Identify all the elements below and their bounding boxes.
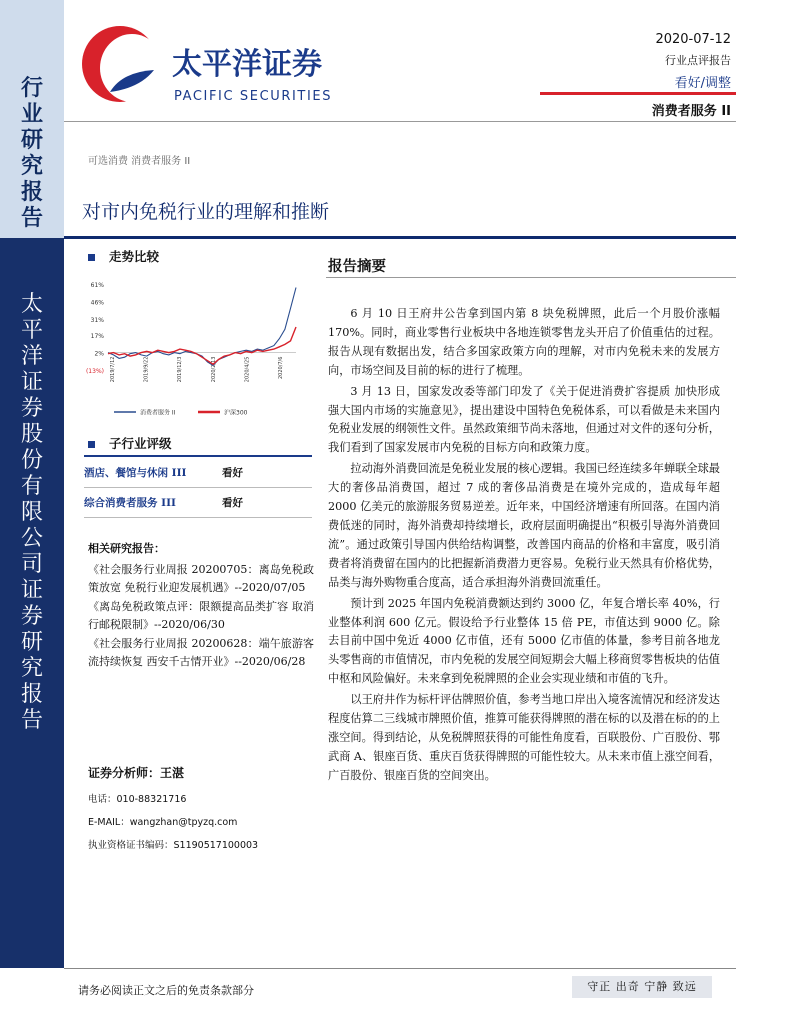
abstract-paragraph: 预计到 2025 年国内免税消费额达到约 3000 亿，年复合增长率 40%，行业整体利润 600 亿元。假设给予行业整体 15 倍 PE，市值达到 9000 亿。除去目前中国中免近 4000 亿市值，还有 5000 亿市值的体量，参考目前各地龙头零售商的市值情况，市内免税的发展空间短期会大幅上移商贸零售板块的估值中枢和风险偏好。未来拿到免税牌照的企业会实现业绩和市值的飞升。 bbox=[328, 596, 720, 686]
y-tick-label: 2% bbox=[94, 350, 104, 358]
rating-row bbox=[84, 458, 312, 488]
rating-subindustry: 综合消费者服务 III bbox=[84, 496, 176, 509]
x-tick-label: 2020/4/25 bbox=[244, 356, 251, 383]
trend-chart bbox=[80, 272, 306, 432]
square-bullet-icon bbox=[88, 254, 95, 261]
x-tick-label: 2020/2/13 bbox=[210, 356, 217, 383]
analyst-heading: 证券分析师：王湛 bbox=[88, 766, 185, 780]
analyst-license: 执业资格证书编码：S1190517100003 bbox=[88, 840, 259, 851]
rating-value: 看好 bbox=[222, 497, 243, 509]
ratings-heading: 子行业评级 bbox=[88, 434, 172, 452]
related-reports bbox=[88, 540, 314, 672]
report-date: 2020-07-12 bbox=[655, 32, 731, 47]
footer-disclaimer: 请务必阅读正文之后的免责条款部分 bbox=[78, 984, 254, 997]
series-line bbox=[108, 327, 296, 364]
rating-row bbox=[84, 488, 312, 518]
analyst-phone: 电话：010-88321716 bbox=[88, 794, 187, 805]
title-divider bbox=[64, 236, 736, 239]
analyst-email[interactable]: E-MAIL：wangzhan@tpyzq.com bbox=[88, 817, 238, 828]
y-tick-label: 61% bbox=[90, 282, 104, 289]
company-logo bbox=[80, 18, 340, 110]
abstract-divider bbox=[326, 277, 736, 278]
rating-value: 看好 bbox=[222, 467, 243, 479]
x-tick-label: 2019/7/12 bbox=[110, 356, 116, 383]
logo-cn-text: 太平洋证券 bbox=[172, 47, 322, 82]
report-title: 对市内免税行业的理解和推断 bbox=[82, 201, 330, 223]
sidebar-top-band bbox=[0, 0, 64, 238]
sidebar-top-text: 行业研究报告 bbox=[20, 76, 43, 231]
header-divider bbox=[64, 121, 736, 122]
sidebar-bottom-band bbox=[0, 238, 64, 968]
sidebar-bottom-text: 太平洋证券股份有限公司证券研究报告 bbox=[20, 292, 43, 733]
abstract-paragraph: 拉动海外消费回流是免税业发展的核心逻辑。我国已经连续多年蝉联全球最大的奢侈品消费国，超过 7 成的奢侈品消费是在境外完成的，造成每年超 2000 亿美元的旅游服务贸易逆差。近年来，中国经济增速有所回落。在国内消费低迷的同时，海外消费却持续增长，政府层面明确提出“积极引导海外消费回流”。通过政策引导国内供给结构调整，改善国内商品的价格和丰富度，吸引消费者将消费留在国内的比把握新消费潜力更容易。免税行业天然具有价格优势，品类与海外购物重合度高，适合承担海外消费回流重任。 bbox=[328, 462, 720, 589]
logo-crescent-cutout bbox=[100, 34, 164, 102]
series-line bbox=[108, 288, 296, 366]
abstract-heading: 报告摘要 bbox=[328, 259, 386, 275]
rating-subindustry: 酒店、餐馆与休闲 III bbox=[84, 466, 187, 479]
header-red-line bbox=[540, 92, 736, 95]
legend-label: 沪深300 bbox=[224, 409, 248, 417]
square-bullet-icon bbox=[88, 441, 95, 448]
ratings-top-rule bbox=[84, 455, 312, 457]
breadcrumb: 可选消费 消费者服务 II bbox=[88, 156, 191, 167]
industry-rating: 看好/调整 bbox=[674, 76, 731, 91]
related-heading: 相关研究报告： bbox=[88, 542, 165, 555]
footer-divider bbox=[64, 968, 736, 969]
abstract-paragraph: 3 月 13 日，国家发改委等部门印发了《关于促进消费扩容提质 加快形成强大国内市场的实施意见》，提出建设中国特色免税体系，可以看做是未来国内免税业发展的纲领性文件。虽然政策细节尚未落地，但通过对文件的逐句分析，我们看到了国家发展市内免税的目标方向和政策力度。 bbox=[328, 384, 720, 455]
x-tick-label: 2020/7/6 bbox=[278, 356, 284, 380]
analyst-info bbox=[88, 764, 314, 860]
report-type: 行业点评报告 bbox=[665, 54, 731, 67]
y-tick-label: 46% bbox=[90, 299, 104, 307]
abstract-paragraph: 以王府井作为标杆评估牌照价值，参考当地口岸出入境客流情况和经济发达程度估算二三线城市牌照价值，推算可能获得牌照的潜在标的以及潜在标的的上涨空间。得到结论，从免税牌照获得的可能性角度看，百联股份、广百股份、鄂武商 A、银座百货、重庆百货获得牌照的可能性较大。从未来市值上涨空间看，广百股份、银座百货的空间突出。 bbox=[328, 693, 721, 782]
trend-heading: 走势比较 bbox=[88, 247, 159, 265]
x-tick-label: 2019/12/3 bbox=[177, 356, 184, 383]
footer-motto: 守正 出奇 宁静 致远 bbox=[572, 976, 712, 998]
logo-en-text: PACIFIC SECURITIES bbox=[174, 89, 333, 104]
abstract-paragraph: 6 月 10 日王府井公告拿到国内第 8 块免税牌照，此后一个月股价涨幅 170%。同时，商业零售行业板块中各地连锁零售龙头开启了价值重估的过程。报告从现有数据出发，结合多国家政策方向的理解，对市内免税未来的发展方向，市场空间及目前的标的进行了梳理。 bbox=[328, 307, 720, 377]
abstract-body bbox=[328, 305, 720, 788]
y-tick-label: (13%) bbox=[85, 368, 104, 375]
related-report-link[interactable]: 《离岛免税政策点评：限额提高品类扩容 取消行邮税限制》--2020/06/30 bbox=[88, 599, 314, 631]
related-report-link[interactable]: 《社会服务行业周报 20200705：离岛免税政策放宽 免税行业迎发展机遇》--2020/07/05 bbox=[88, 562, 314, 594]
related-report-link[interactable]: 《社会服务行业周报 20200628：端午旅游客流持续恢复 西安千古情开业》--2020/06/28 bbox=[88, 636, 314, 668]
sector-name: 消费者服务 II bbox=[651, 104, 731, 119]
y-tick-label: 17% bbox=[90, 333, 104, 341]
y-tick-label: 31% bbox=[90, 316, 104, 324]
legend-label: 消费者服务 II bbox=[140, 409, 176, 417]
ratings-table bbox=[84, 458, 312, 518]
x-tick-label: 2019/9/22 bbox=[143, 356, 150, 383]
